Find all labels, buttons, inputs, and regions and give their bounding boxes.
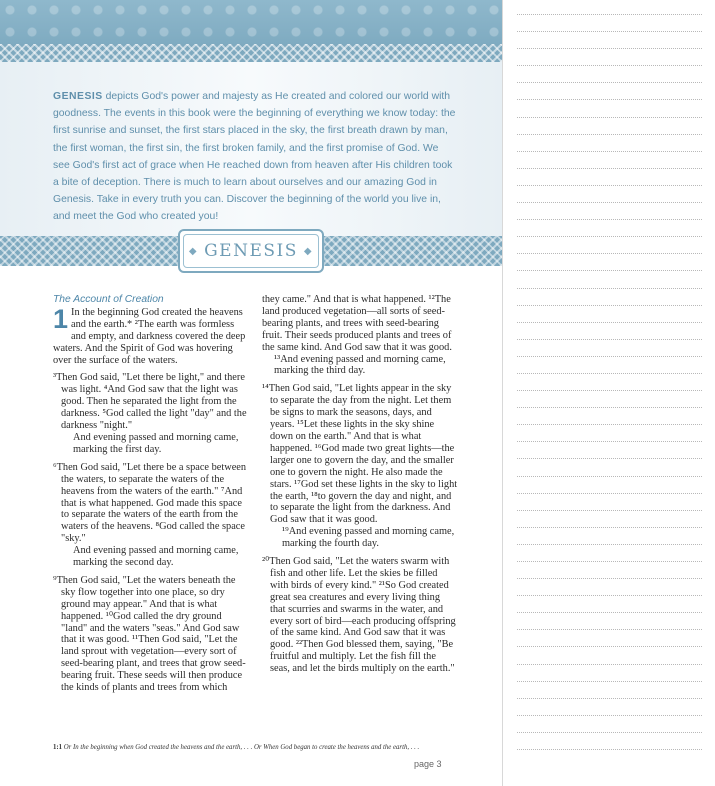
footnote-ref: 1:1 (53, 744, 63, 751)
book-introduction (53, 88, 457, 226)
note-line (517, 356, 702, 357)
note-line (517, 236, 702, 237)
verse-paragraph (262, 294, 458, 377)
note-line (517, 373, 702, 374)
note-line (517, 339, 702, 340)
note-line (517, 99, 702, 100)
note-line (517, 305, 702, 306)
verse-text: ⁶Then God said, "Let there be a space between the waters, to separate the waters of the heavens from the waters of the earth." ⁷And that is what happened. God made this space to separate the waters of the earth from the waters of the heavens. ⁸God called the space "sky." (53, 461, 247, 545)
note-line (517, 185, 702, 186)
verse-text: And evening passed and morning came, marking the first day. (73, 431, 239, 455)
verse-paragraph (53, 372, 249, 455)
verse-paragraph (262, 383, 458, 550)
note-line (517, 493, 702, 494)
note-line (517, 681, 702, 682)
note-line (517, 31, 702, 32)
note-line (517, 424, 702, 425)
note-line (517, 458, 702, 459)
ornament-left-icon: ◆ (188, 245, 199, 257)
note-line (517, 168, 702, 169)
note-line (517, 732, 702, 733)
decorative-banner (0, 0, 502, 44)
verse-paragraph (53, 303, 249, 367)
section-heading: The Account of Creation (53, 294, 164, 305)
footnote (53, 744, 473, 751)
note-line (517, 253, 702, 254)
note-line (517, 578, 702, 579)
footnote-text: Or In the beginning when God created the heavens and the earth, . . . Or When God began to create the heavens and the earth, . . . (62, 744, 420, 751)
verse-text: they came." And that is what happened. ¹²The land produced vegetation—all sorts of seed-bearing plants, and trees with seed-bearing fruit. Their seeds produced plants and trees of the same kind. And God saw that it was good. (262, 294, 452, 353)
intro-lead-word: GENESIS (53, 91, 103, 102)
chapter-number: 1 (53, 303, 69, 334)
note-line (517, 134, 702, 135)
book-title: GENESIS (204, 241, 298, 261)
verse-text: ¹⁴Then God said, "Let lights appear in the sky to separate the day from the night. Let them be signs to mark the seasons, days, and years. ¹⁵Let these lights in the sky shine down on the earth." And that is what happened. ¹⁶God made two great lights—the larger one to govern the day, and the smaller one to govern the night. He also made the stars. ¹⁷God set these lights in the sky to light the earth, ¹⁸to govern the day and night, and to separate the light from the darkness. And God saw that it was good. (262, 383, 458, 526)
note-line (517, 219, 702, 220)
note-line (517, 527, 702, 528)
note-line (517, 561, 702, 562)
note-line (517, 612, 702, 613)
note-line (517, 595, 702, 596)
note-line (517, 629, 702, 630)
scripture-column-left (53, 294, 249, 700)
note-line (517, 65, 702, 66)
note-line (517, 390, 702, 391)
verse-paragraph (262, 556, 458, 675)
verse-text: ¹³And evening passed and morning came, marking the third day. (274, 353, 446, 377)
note-line (517, 476, 702, 477)
note-line (517, 664, 702, 665)
verse-text: ⁹Then God said, "Let the waters beneath the sky flow together into one place, so dry ground may appear." And that is what happened. ¹⁰God called the dry ground "land" and the waters "seas." And God saw that it was good. ¹¹Then God said, "Let the land sprout with vegetation—every sort of seed-bearing plant, and trees that grow seed-bearing fruit. These seeds will then produce the kinds of plants and trees from which (53, 574, 246, 694)
note-line (517, 270, 702, 271)
note-line (517, 441, 702, 442)
verse-text: ³Then God said, "Let there be light," and there was light. ⁴And God saw that the light was good. Then he separated the light from the darkness. ⁵God called the light "day" and the darkness "night." (53, 372, 247, 432)
verse-text: In the beginning God created the heavens and the earth.* ²The earth was formless and empty, and darkness covered the deep waters. And the Spirit of God was hovering over the surface of the waters. (53, 306, 246, 366)
decorative-lace-border (0, 44, 502, 62)
book-introduction-box (0, 62, 502, 236)
ornament-right-icon: ◆ (303, 245, 314, 257)
scripture-column-right (262, 294, 458, 681)
intro-body: depicts God's power and majesty as He created and colored our world with goodness. The events in this book were the beginning of everything we know today: the first sunrise and sunset, the first stars placed in the sky, the first breath drawn by man, the first woman, the first sin, the first broken family, and the first promise of God. We see God's first act of grace when He reached down from heaven after His children took a bite of deception. There is much to learn about ourselves and our amazing God in Genesis. Take in every truth you can. Discover the beginning of the world you live in, and meet the God who created you! (53, 91, 456, 223)
note-line (517, 151, 702, 152)
note-line (517, 82, 702, 83)
verse-text: ²⁰Then God said, "Let the waters swarm with fish and other life. Let the skies be filled with birds of every kind." ²¹So God created great sea creatures and every living thing that scurries and swarms in the water, and every sort of bird—each producing offspring of the same kind. And God saw that it was good. ²²Then God blessed them, saying, "Be fruitful and multiply. Let the fish fill the seas, and let the birds multiply on the earth." (262, 556, 456, 675)
note-line (517, 202, 702, 203)
book-title-plate (178, 229, 324, 273)
journaling-margin (502, 0, 715, 786)
page-number: page 3 (414, 759, 442, 769)
note-line (517, 544, 702, 545)
verse-text: ¹⁹And evening passed and morning came, marking the fourth day. (282, 526, 455, 550)
note-lines (517, 14, 702, 750)
verse-paragraph (53, 575, 249, 694)
note-line (517, 117, 702, 118)
note-line (517, 646, 702, 647)
note-line (517, 715, 702, 716)
verse-text: And evening passed and morning came, marking the second day. (73, 545, 239, 569)
note-line (517, 407, 702, 408)
note-line (517, 288, 702, 289)
note-line (517, 510, 702, 511)
note-line (517, 48, 702, 49)
note-line (517, 322, 702, 323)
verse-paragraph (53, 462, 249, 569)
note-line (517, 698, 702, 699)
note-line (517, 14, 702, 15)
note-line (517, 749, 702, 750)
